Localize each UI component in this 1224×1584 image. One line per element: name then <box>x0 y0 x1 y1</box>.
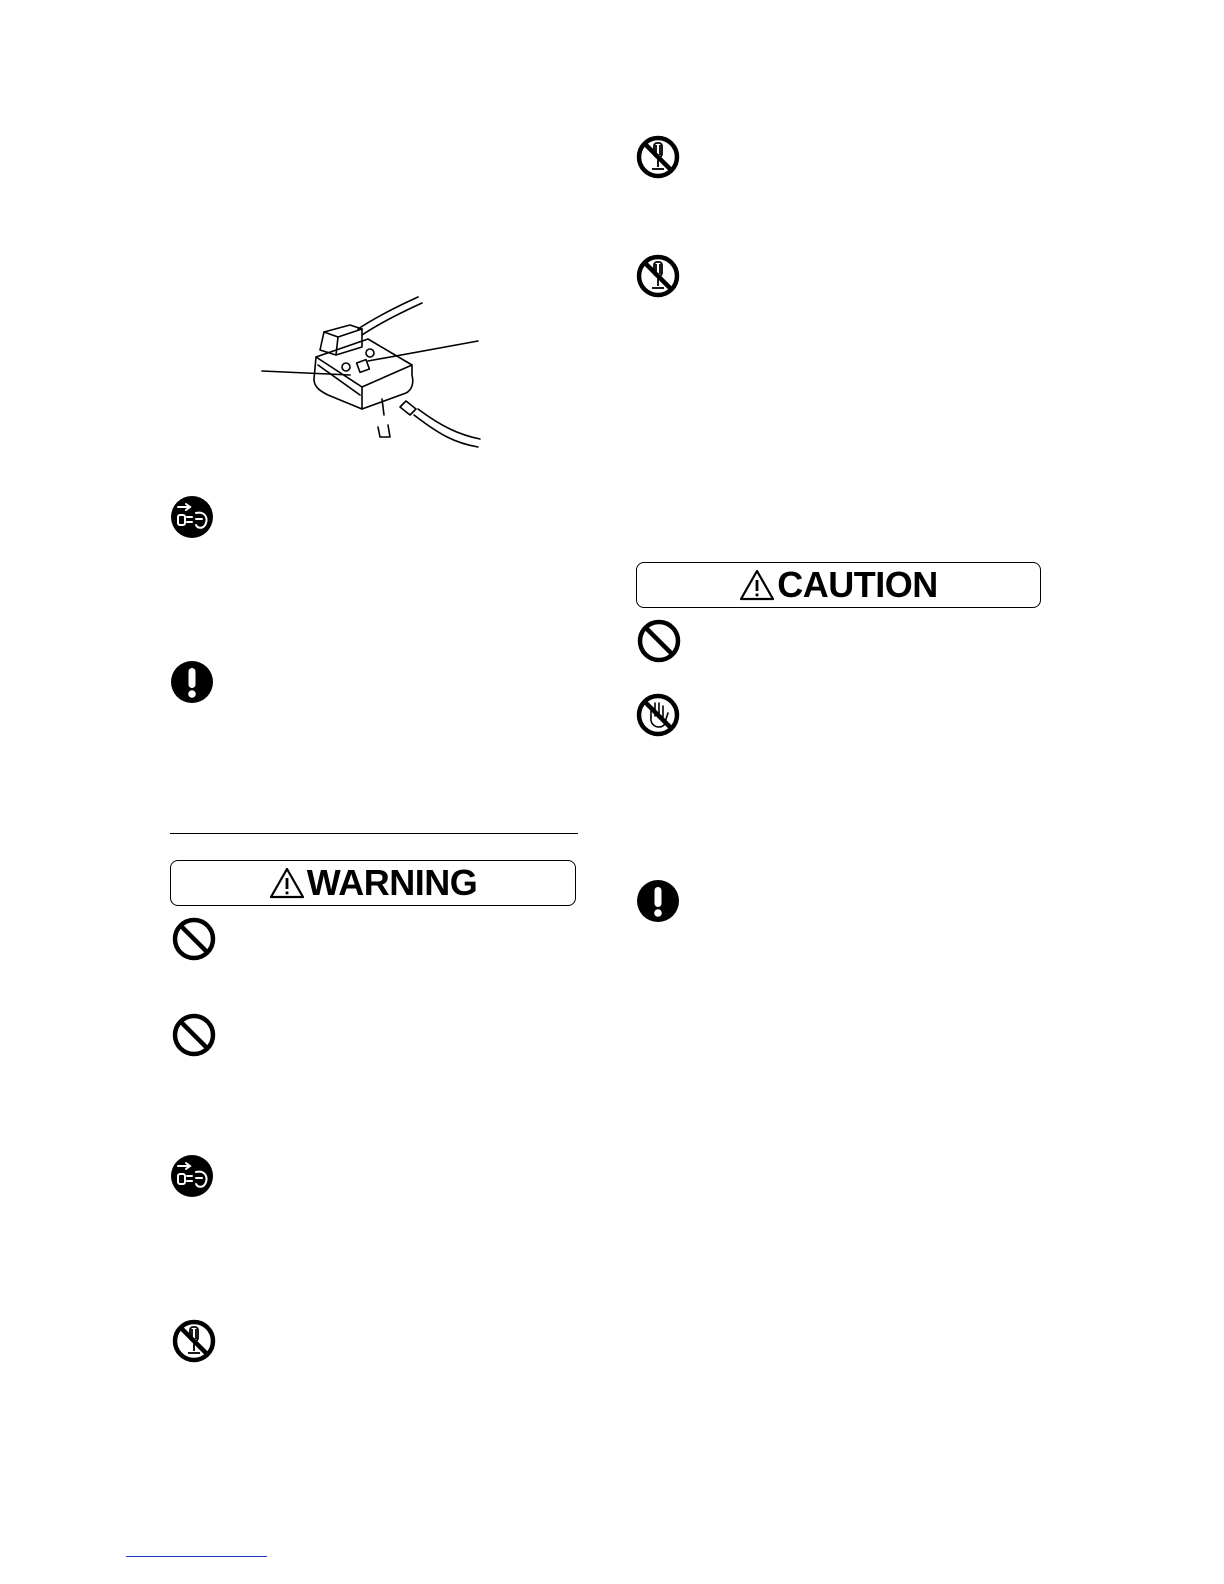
do-not-touch-icon <box>636 693 680 737</box>
warning-triangle-icon <box>269 867 305 899</box>
device-illustration <box>250 295 490 460</box>
section-divider <box>170 833 578 834</box>
unplug-icon <box>170 1154 214 1198</box>
do-not-disassemble-icon <box>172 1319 216 1363</box>
mandatory-action-icon <box>636 879 680 923</box>
do-not-disassemble-icon <box>636 135 680 179</box>
warning-label: WARNING <box>306 862 478 903</box>
footnote-link-underline[interactable] <box>126 1556 267 1557</box>
prohibition-icon <box>172 1013 216 1057</box>
caution-triangle-icon <box>739 569 775 601</box>
unplug-icon <box>170 495 214 539</box>
prohibition-icon <box>637 619 681 663</box>
do-not-disassemble-icon <box>636 254 680 298</box>
caution-label: CAUTION <box>777 564 938 605</box>
mandatory-action-icon <box>170 660 214 704</box>
warning-banner <box>170 860 576 906</box>
prohibition-icon <box>172 917 216 961</box>
caution-banner <box>636 562 1041 608</box>
